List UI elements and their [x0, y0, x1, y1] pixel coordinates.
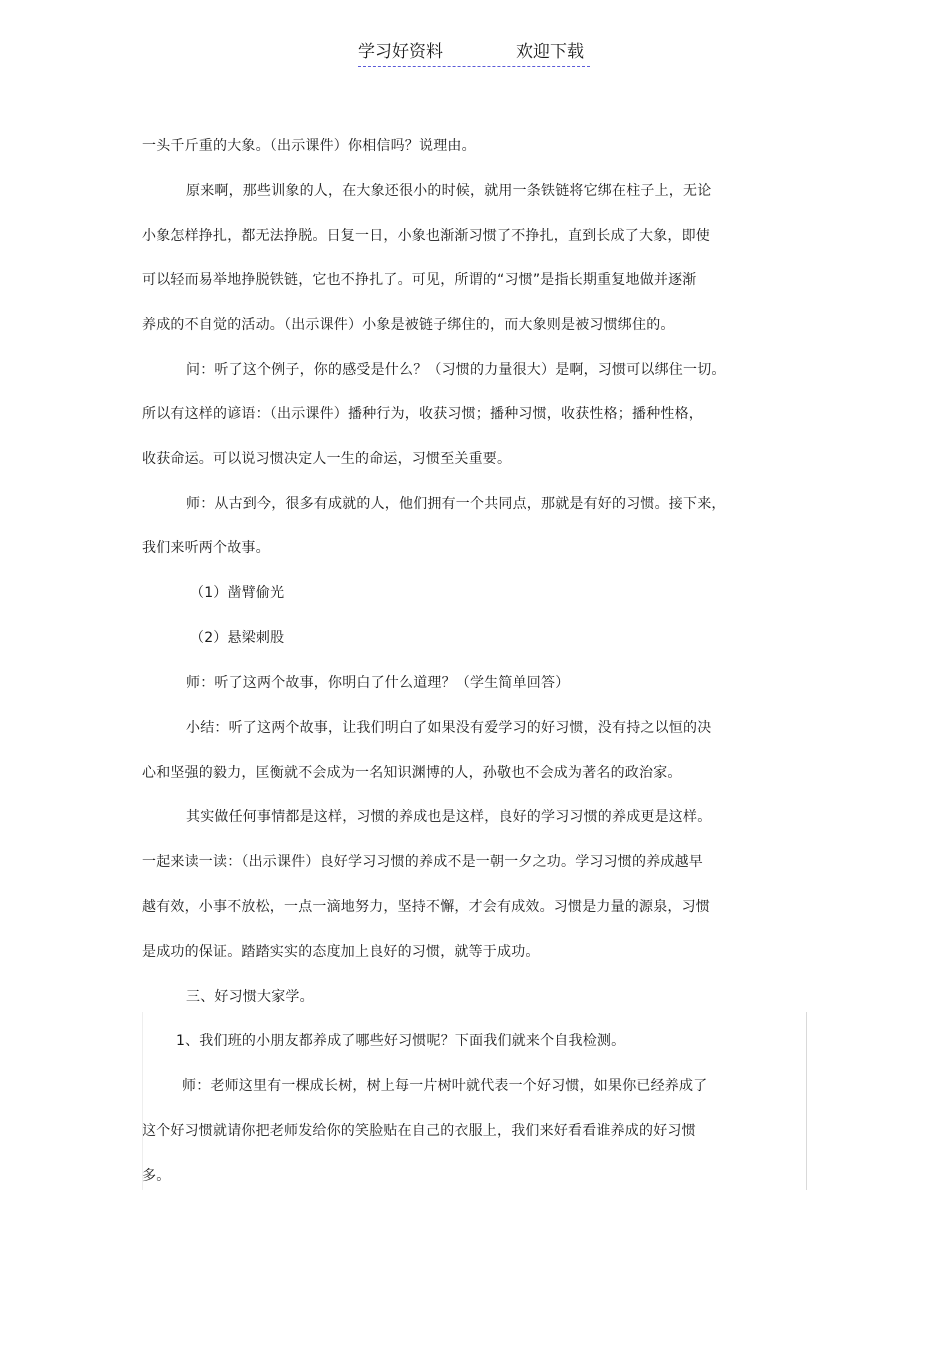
text-line: 是成功的保证。踏踏实实的态度加上良好的习惯，就等于成功。	[142, 944, 540, 960]
frame-border-left	[142, 1012, 143, 1190]
header-title-left: 学习好资料	[358, 42, 443, 62]
text-line: 心和坚强的毅力，匡衡就不会成为一名知识渊博的人，孙敬也不会成为著名的政治家。	[142, 765, 682, 781]
list-item: （2）悬梁刺股	[190, 630, 285, 646]
text-line: 师：听了这两个故事，你明白了什么道理？（学生简单回答）	[186, 675, 570, 691]
text-line: 原来啊，那些训象的人，在大象还很小的时候，就用一条铁链将它绑在柱子上，无论	[186, 183, 712, 199]
text-line: 我们来听两个故事。	[142, 540, 270, 556]
text-line: 多。	[142, 1168, 171, 1184]
text-line: 小结：听了这两个故事，让我们明白了如果没有爱学习的好习惯，没有持之以恒的决	[186, 720, 712, 736]
text-line: 一头千斤重的大象。（出示课件）你相信吗？说理由。	[142, 138, 476, 154]
text-line: 所以有这样的谚语：（出示课件）播种行为，收获习惯；播种习惯，收获性格；播种性格，	[142, 406, 703, 422]
text-line: 师：从古到今，很多有成就的人，他们拥有一个共同点，那就是有好的习惯。接下来，	[186, 496, 726, 512]
frame-border-right	[806, 1012, 807, 1190]
text-line: 可以轻而易举地挣脱铁链，它也不挣扎了。可见，所谓的“习惯”是指长期重复地做并逐渐	[142, 272, 697, 288]
list-item: （1）凿臂偷光	[190, 585, 285, 601]
text-line: 小象怎样挣扎，都无法挣脱。日复一日，小象也渐渐习惯了不挣扎，直到长成了大象，即使	[142, 228, 710, 244]
text-line: 这个好习惯就请你把老师发给你的笑脸贴在自己的衣服上，我们来好看看谁养成的好习惯	[142, 1123, 696, 1139]
header-title-right: 欢迎下载	[516, 42, 584, 62]
text-line: 收获命运。可以说习惯决定人一生的命运，习惯至关重要。	[142, 451, 512, 467]
text-line: 问：听了这个例子，你的感受是什么？（习惯的力量很大）是啊，习惯可以绑住一切。	[186, 362, 726, 378]
text-line: 1、我们班的小朋友都养成了哪些好习惯呢？下面我们就来个自我检测。	[176, 1033, 626, 1049]
text-line: 一起来读一读：（出示课件）良好学习习惯的养成不是一朝一夕之功。学习习惯的养成越早	[142, 854, 703, 870]
text-line: 养成的不自觉的活动。（出示课件）小象是被链子绑住的，而大象则是被习惯绑住的。	[142, 317, 675, 333]
text-line: 师：老师这里有一棵成长树，树上每一片树叶就代表一个好习惯，如果你已经养成了	[182, 1078, 708, 1094]
page-header	[358, 40, 590, 67]
text-line: 越有效，小事不放松，一点一滴地努力，坚持不懈，才会有成效。习惯是力量的源泉，习惯	[142, 899, 710, 915]
text-line: 其实做任何事情都是这样，习惯的养成也是这样，良好的学习习惯的养成更是这样。	[186, 809, 712, 825]
section-heading: 三、好习惯大家学。	[186, 989, 314, 1005]
